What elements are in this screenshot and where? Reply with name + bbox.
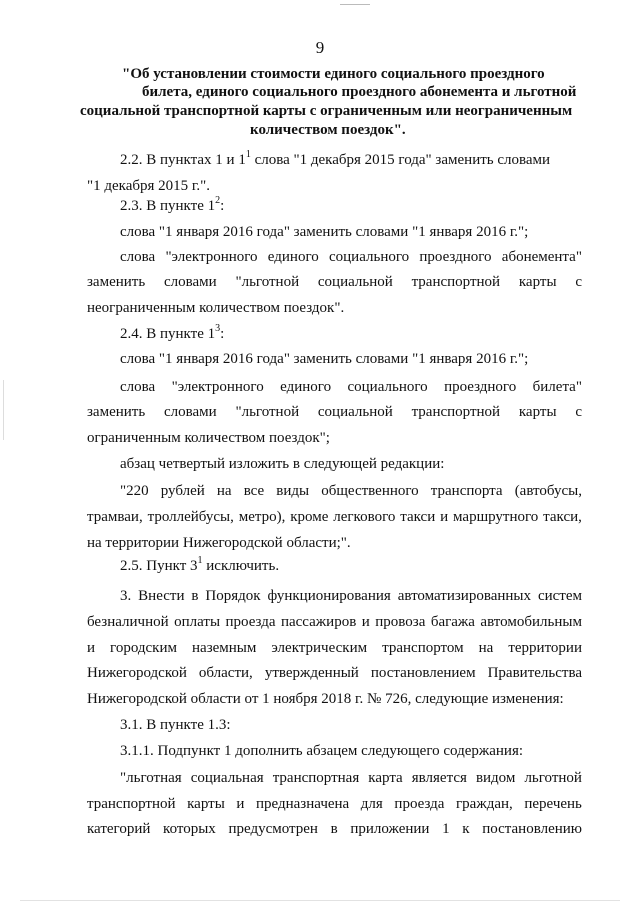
text-2-3-start: 2.3. В пункте 1 xyxy=(120,198,216,214)
paragraph-last-b xyxy=(87,795,582,813)
text-2-5-start: 2.5. Пункт 3 xyxy=(120,558,198,574)
word: функционирования xyxy=(267,588,391,604)
word: проезда xyxy=(394,796,445,812)
scan-speck xyxy=(340,4,370,5)
paragraph-3-a xyxy=(120,587,582,605)
word: социального xyxy=(328,249,410,265)
word: проездного xyxy=(419,249,492,265)
paragraph-2-3-d xyxy=(87,273,582,291)
word: "электронного xyxy=(171,379,264,395)
page-number: 9 xyxy=(315,38,325,57)
paragraph-2-4-b: слова "1 января 2016 года" заменить словами "1 января 2016 г."; xyxy=(120,351,529,367)
word: транспортная xyxy=(272,770,360,786)
text-2-2-start: 2.2. В пунктах 1 и 1 xyxy=(120,152,246,168)
paragraph-2-3 xyxy=(120,197,224,215)
paragraph-2-4-c xyxy=(120,378,582,396)
paragraph-2-4-f: абзац четвертый изложить в следующей редакции: xyxy=(120,456,445,472)
word: 1 xyxy=(442,821,450,837)
word: абонемента" xyxy=(501,249,582,265)
word: на xyxy=(478,640,494,656)
word: территории xyxy=(508,640,582,656)
word: автомобильным xyxy=(480,614,582,630)
word: рублей xyxy=(160,483,205,499)
word: социальная xyxy=(190,770,264,786)
word: для xyxy=(360,796,383,812)
paragraph-last-a xyxy=(120,769,582,787)
word: словами xyxy=(163,274,217,290)
word: Порядок xyxy=(205,588,261,604)
superscript: 1 xyxy=(197,555,203,566)
word: автоматизированных xyxy=(397,588,532,604)
title-line-1: "Об установлении стоимости единого социального проездного xyxy=(122,66,545,82)
paragraph-last-c xyxy=(87,820,582,838)
word: трамваи, xyxy=(87,509,143,525)
word: категорий xyxy=(87,821,151,837)
word: "льготной xyxy=(235,274,300,290)
word: с xyxy=(575,404,582,420)
word: 3. xyxy=(120,588,132,604)
word: оплаты xyxy=(174,614,221,630)
text-2-4-start: 2.4. В пункте 1 xyxy=(120,326,216,342)
word: слова xyxy=(120,249,156,265)
word: которых xyxy=(163,821,216,837)
word: общественного xyxy=(321,483,419,499)
paragraph-2-4-i: на территории Нижегородской области;". xyxy=(87,535,351,551)
paragraph-2-4-e: ограниченным количеством поездок"; xyxy=(87,430,330,446)
word: приложении xyxy=(350,821,430,837)
paragraph-3-e: Нижегородской области от 1 ноября 2018 г. № 726, следующие изменения: xyxy=(87,691,564,707)
word: социальной xyxy=(317,274,393,290)
word: "электронного xyxy=(165,249,258,265)
word: льготной xyxy=(524,770,582,786)
word: и xyxy=(236,796,245,812)
scan-speck xyxy=(20,900,620,901)
paragraph-3-d xyxy=(87,664,582,682)
paragraph-3-b xyxy=(87,613,582,631)
paragraph-3-1-1: 3.1.1. Подпункт 1 дополнить абзацем следующего содержания: xyxy=(120,743,524,759)
word: карты xyxy=(187,796,225,812)
word: безналичной xyxy=(87,614,169,630)
word: к xyxy=(462,821,470,837)
word: с xyxy=(575,274,582,290)
word: Нижегородской xyxy=(87,665,187,681)
word: легкового xyxy=(333,509,396,525)
paragraph-3-1: 3.1. В пункте 1.3: xyxy=(120,717,231,733)
word: проезда xyxy=(225,614,276,630)
word: "льготная xyxy=(120,770,182,786)
word: троллейбусы, xyxy=(147,509,234,525)
word: карты xyxy=(518,274,557,290)
word: видом xyxy=(475,770,516,786)
word: такси xyxy=(400,509,436,525)
word: транспортной xyxy=(411,274,501,290)
word: и xyxy=(440,509,449,525)
word: наземным xyxy=(192,640,257,656)
title-line-3: социальной транспортной карты с ограниченным или неограниченным xyxy=(80,103,573,119)
text-2-4-end: : xyxy=(220,326,225,342)
word: в xyxy=(330,821,338,837)
word: предусмотрен xyxy=(228,821,318,837)
word: области, xyxy=(198,665,253,681)
word: такси, xyxy=(543,509,582,525)
word: словами xyxy=(163,404,217,420)
word: карта xyxy=(368,770,403,786)
word: постановлению xyxy=(482,821,582,837)
word: транспортной xyxy=(411,404,501,420)
text-2-5-end: исключить. xyxy=(202,558,280,574)
word: граждан, xyxy=(456,796,513,812)
word: транспортной xyxy=(87,796,176,812)
superscript: 3 xyxy=(215,323,221,334)
word: проездного xyxy=(444,379,517,395)
word: является xyxy=(411,770,467,786)
word: "220 xyxy=(120,483,149,499)
word: транспорта xyxy=(430,483,503,499)
word: транспортом xyxy=(382,640,464,656)
word: виды xyxy=(276,483,310,499)
word: карты xyxy=(518,404,557,420)
paragraph-2-3-c xyxy=(120,248,582,266)
word: билета" xyxy=(532,379,582,395)
word: предназначена xyxy=(256,796,350,812)
word: электрическим xyxy=(271,640,368,656)
word: "льготной xyxy=(235,404,300,420)
paragraph-2-4-h xyxy=(87,508,582,526)
word: социальной xyxy=(317,404,393,420)
word: единого xyxy=(267,249,319,265)
word: метро), xyxy=(238,509,286,525)
paragraph-2-4-g xyxy=(120,482,582,500)
paragraph-2-2-cont: "1 декабря 2015 г.". xyxy=(87,178,210,194)
word: маршрутного xyxy=(453,509,539,525)
word: постановлением xyxy=(370,665,476,681)
word: слова xyxy=(120,379,156,395)
paragraph-2-3-b: слова "1 января 2016 года" заменить словами "1 января 2016 г."; xyxy=(120,224,529,240)
title-line-2: билета, единого социального проездного абонемента и льготной xyxy=(142,84,577,100)
text-2-3-end: : xyxy=(220,198,225,214)
word: пассажиров xyxy=(280,614,357,630)
paragraph-2-5 xyxy=(120,557,279,575)
word: систем xyxy=(537,588,582,604)
paragraph-2-2 xyxy=(120,151,550,169)
word: кроме xyxy=(290,509,329,525)
paragraph-2-4-d xyxy=(87,403,582,421)
superscript: 1 xyxy=(245,149,251,160)
paragraph-3-c xyxy=(87,639,582,657)
title-line-4: количеством поездок". xyxy=(250,122,406,138)
word: Правительства xyxy=(487,665,582,681)
word: Внести xyxy=(138,588,185,604)
word: все xyxy=(243,483,265,499)
word: в xyxy=(191,588,199,604)
word: провоза xyxy=(375,614,426,630)
superscript: 2 xyxy=(215,195,221,206)
word: утвержденный xyxy=(264,665,359,681)
word: и xyxy=(361,614,370,630)
word: перечень xyxy=(524,796,582,812)
word: заменить xyxy=(87,274,146,290)
word: заменить xyxy=(87,404,146,420)
paragraph-2-4 xyxy=(120,325,224,343)
word: (автобусы, xyxy=(514,483,582,499)
paragraph-2-3-e: неограниченным количеством поездок". xyxy=(87,300,345,316)
word: социального xyxy=(347,379,428,395)
word: багажа xyxy=(430,614,475,630)
word: на xyxy=(216,483,232,499)
text-2-2-end: слова "1 декабря 2015 года" заменить словами xyxy=(250,152,551,168)
word: единого xyxy=(280,379,332,395)
word: и xyxy=(87,640,96,656)
word: городским xyxy=(110,640,177,656)
scan-speck xyxy=(3,380,4,440)
